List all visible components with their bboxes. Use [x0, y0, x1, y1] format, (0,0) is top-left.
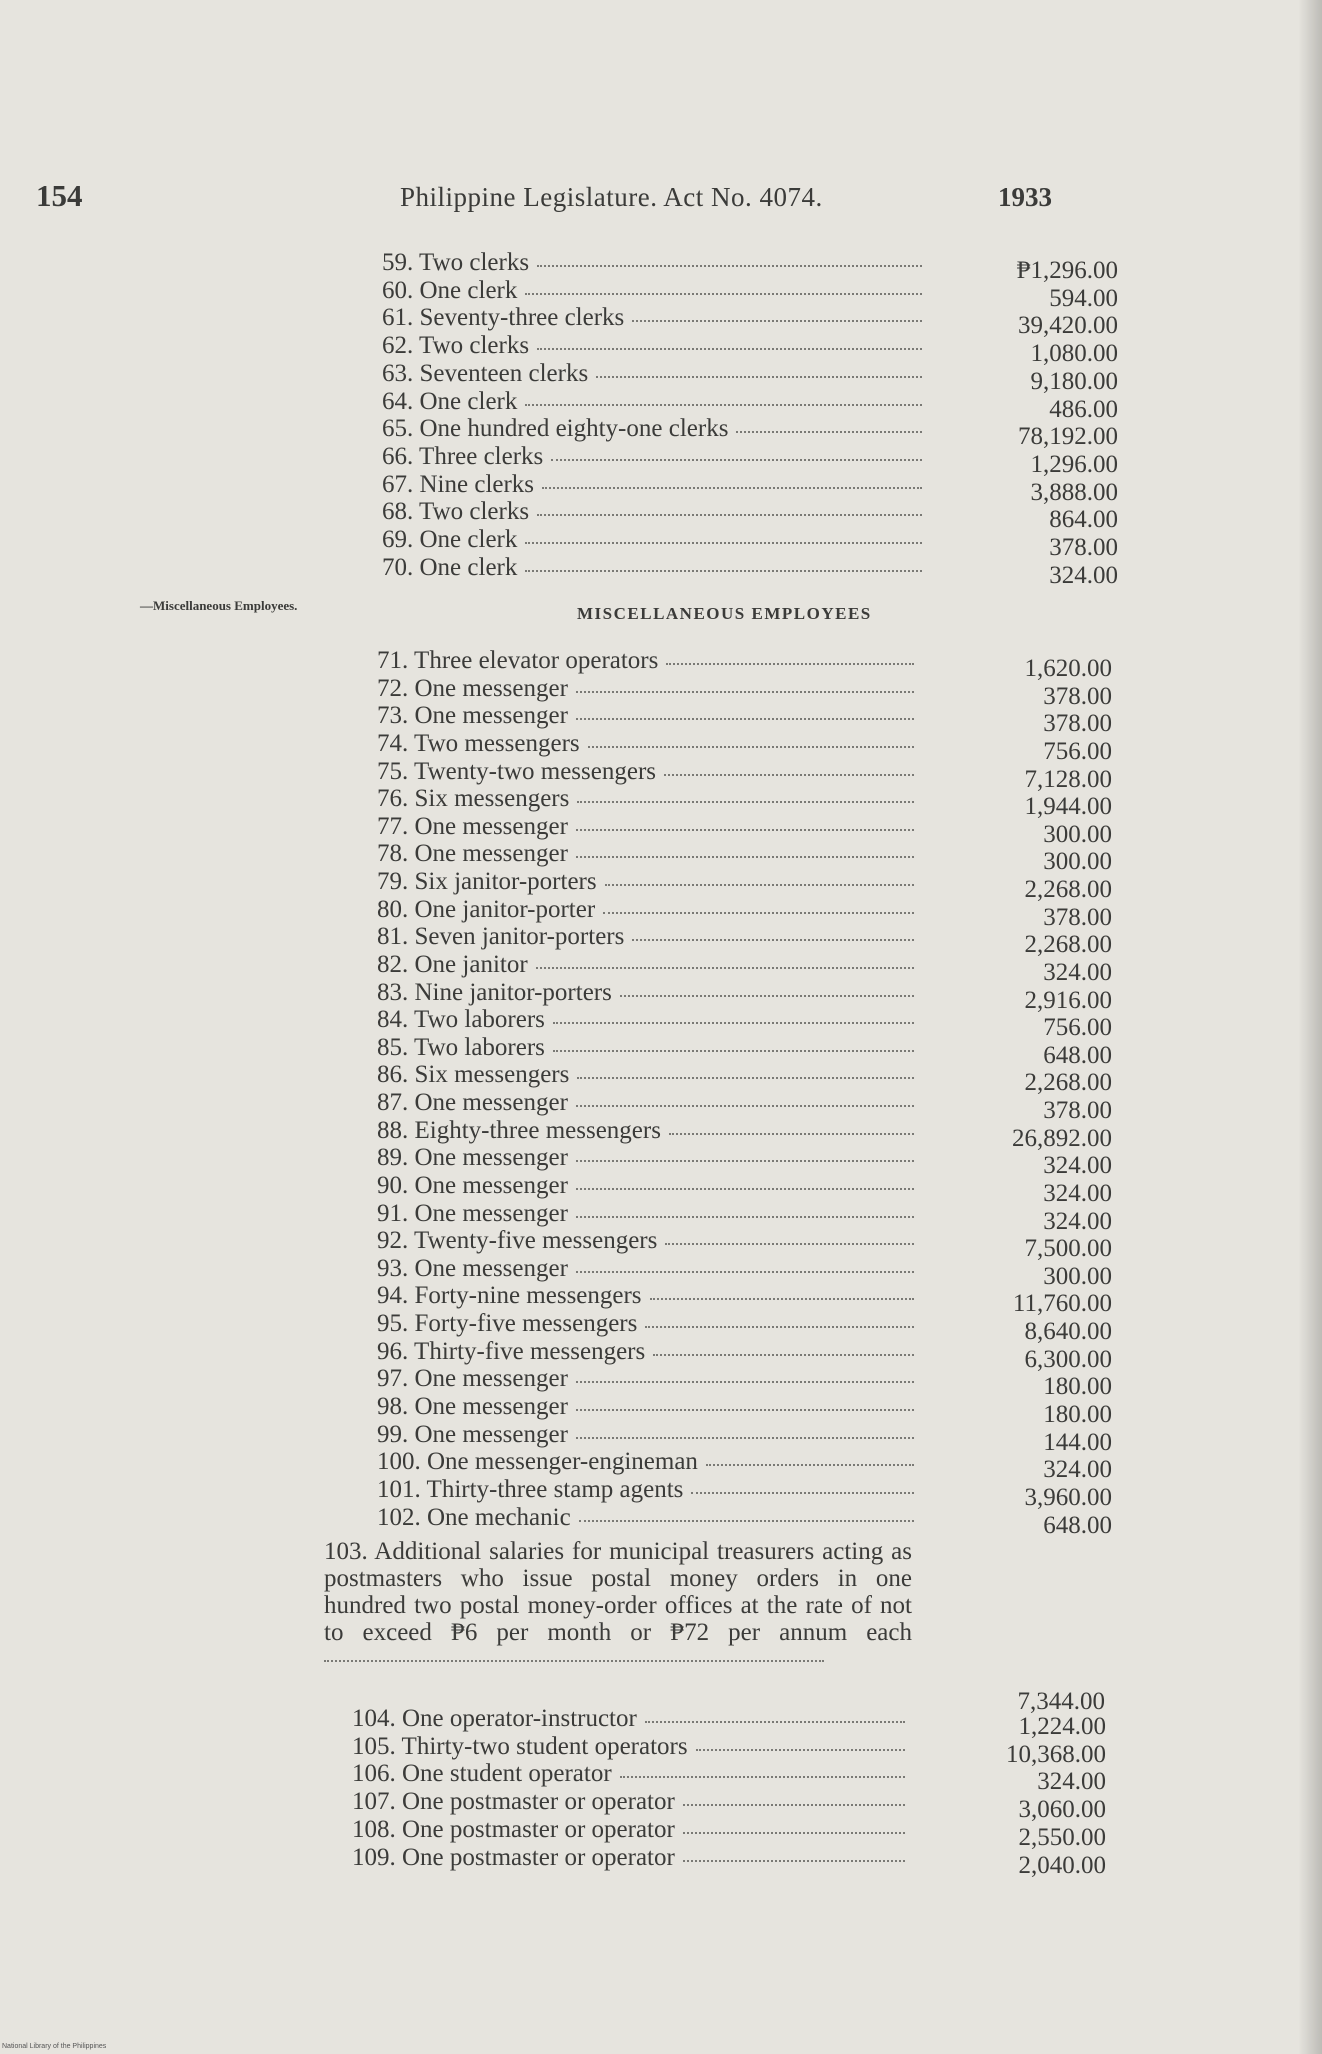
- item-amount: 9,180.00: [1030, 367, 1118, 395]
- item-amount: ₱1,296.00: [1016, 257, 1118, 284]
- leader-dots: [577, 801, 914, 803]
- leader-dots: [653, 1354, 914, 1356]
- item-amount: 10,368.00: [1006, 1740, 1106, 1768]
- list-item: [377, 1088, 914, 1118]
- item-label: 77. One messenger: [377, 812, 568, 840]
- list-item: [382, 359, 922, 389]
- list-item: [377, 922, 914, 952]
- item-label: 85. Two laborers: [377, 1033, 545, 1061]
- item-amount: 648.00: [1043, 1041, 1112, 1069]
- item-label: 69. One clerk: [382, 526, 518, 553]
- leader-dots: [669, 1133, 914, 1135]
- item-amount: 2,268.00: [1024, 1069, 1112, 1097]
- item-amount: 378.00: [1043, 710, 1112, 738]
- item-label: 80. One janitor-porter: [377, 895, 596, 923]
- item-label: 94. Forty-nine messengers: [377, 1282, 642, 1310]
- leader-dots: [542, 487, 922, 489]
- list-item: [352, 1704, 905, 1734]
- item-label: 97. One messenger: [377, 1365, 568, 1393]
- list-item: [377, 757, 914, 787]
- list-item: [377, 1364, 914, 1394]
- item-label: 65. One hundred eighty-one clerks: [382, 415, 729, 443]
- margin-note: —Miscellaneous Employees.: [140, 598, 298, 613]
- leader-dots: [525, 570, 922, 572]
- list-item: [377, 978, 914, 1008]
- leader-dots: [664, 774, 914, 776]
- item-label: 81. Seven janitor-porters: [377, 923, 625, 951]
- item-label: 63. Seventeen clerks: [382, 359, 589, 387]
- item-amount: 378.00: [1049, 534, 1118, 561]
- list-item: [377, 950, 914, 980]
- item-amount: 2,268.00: [1024, 931, 1112, 959]
- leader-dots: [576, 718, 914, 720]
- item-amount: 39,420.00: [1018, 312, 1118, 340]
- item-label: 76. Six messengers: [377, 785, 570, 813]
- item-label: 64. One clerk: [382, 387, 518, 415]
- list-item: [377, 1171, 914, 1201]
- leader-dots: [576, 1381, 914, 1383]
- list-item: [382, 470, 922, 500]
- item-label: 67. Nine clerks: [382, 470, 535, 498]
- list-item: [377, 1309, 914, 1339]
- item-amount: 2,040.00: [1018, 1851, 1106, 1879]
- list-item: [352, 1759, 905, 1789]
- item-label: 93. One messenger: [377, 1254, 568, 1282]
- list-item: [377, 1420, 914, 1450]
- item-label: 86. Six messengers: [377, 1061, 570, 1089]
- list-item: [377, 1005, 914, 1035]
- list-item: [382, 553, 922, 583]
- item-label: 78. One messenger: [377, 840, 568, 868]
- item-amount: 864.00: [1049, 506, 1118, 534]
- list-item: [352, 1732, 905, 1762]
- item-amount: 300.00: [1043, 820, 1112, 848]
- entry-103-amount: 7,344.00: [1017, 1688, 1105, 1715]
- list-item: [382, 525, 922, 555]
- list-item: [352, 1815, 905, 1845]
- item-label: 84. Two laborers: [377, 1006, 545, 1034]
- list-item: [377, 1116, 914, 1146]
- leader-dots: [537, 348, 922, 350]
- leader-dots: [620, 1776, 905, 1778]
- leader-dots: [525, 404, 922, 406]
- item-amount: 3,960.00: [1024, 1483, 1112, 1511]
- item-amount: 78,192.00: [1018, 423, 1118, 451]
- item-amount: 324.00: [1049, 561, 1118, 589]
- leader-dots: [691, 1492, 914, 1494]
- item-label: 90. One messenger: [377, 1171, 568, 1199]
- list-item: [377, 1060, 914, 1090]
- list-item: [352, 1843, 905, 1873]
- leader-dots: [645, 1326, 914, 1328]
- item-label: 61. Seventy-three clerks: [382, 304, 625, 332]
- leader-dots: [665, 1243, 914, 1245]
- item-label: 66. Three clerks: [382, 442, 544, 470]
- list-item: [377, 1503, 914, 1533]
- item-amount: 648.00: [1043, 1511, 1112, 1539]
- list-item: [377, 729, 914, 759]
- item-label: 106. One student operator: [352, 1760, 612, 1788]
- page-number: 154: [36, 178, 83, 213]
- item-amount: 324.00: [1043, 1179, 1112, 1207]
- list-item: [382, 387, 922, 417]
- leader-dots: [696, 1749, 905, 1751]
- item-label: 89. One messenger: [377, 1144, 568, 1172]
- item-amount: 378.00: [1043, 903, 1112, 931]
- item-amount: 144.00: [1043, 1428, 1112, 1456]
- item-amount: 6,300.00: [1024, 1345, 1112, 1373]
- list-item: [377, 1199, 914, 1229]
- leader-dots: [525, 542, 922, 544]
- item-amount: 180.00: [1043, 1401, 1112, 1428]
- running-title: Philippine Legislature. Act No. 4074.: [400, 182, 823, 212]
- item-amount: 2,550.00: [1018, 1823, 1106, 1851]
- item-label: 72. One messenger: [377, 674, 568, 702]
- leader-dots: [576, 1188, 914, 1190]
- leader-dots: [588, 746, 914, 748]
- leader-dots: [553, 1050, 914, 1052]
- list-item: [382, 414, 922, 444]
- leader-dots: [537, 514, 922, 516]
- item-label: 74. Two messengers: [377, 729, 580, 757]
- list-item: [377, 701, 914, 731]
- item-label: 62. Two clerks: [382, 332, 530, 360]
- item-amount: 3,888.00: [1030, 478, 1118, 506]
- leader-dots: [683, 1804, 905, 1806]
- list-item: [382, 497, 922, 527]
- item-label: 79. Six janitor-porters: [377, 868, 597, 896]
- item-label: 88. Eighty-three messengers: [377, 1116, 661, 1144]
- leader-dots: [576, 1105, 914, 1107]
- leader-dots: [605, 884, 914, 886]
- item-label: 102. One mechanic: [377, 1503, 571, 1531]
- item-label: 91. One messenger: [377, 1199, 568, 1227]
- leader-dots: [645, 1721, 905, 1723]
- item-amount: 1,944.00: [1024, 793, 1112, 821]
- list-item: [377, 812, 914, 842]
- item-amount: 300.00: [1043, 1262, 1112, 1290]
- item-amount: 1,224.00: [1018, 1713, 1106, 1740]
- item-label: 99. One messenger: [377, 1420, 568, 1448]
- item-label: 100. One messenger-engineman: [377, 1448, 698, 1476]
- list-item: [382, 303, 922, 333]
- item-amount: 2,268.00: [1024, 876, 1112, 904]
- item-amount: 2,916.00: [1024, 986, 1112, 1014]
- list-item: [382, 331, 922, 361]
- list-item: [377, 1475, 914, 1505]
- item-label: 96. Thirty-five messengers: [377, 1337, 646, 1365]
- item-amount: 756.00: [1043, 737, 1112, 765]
- list-item: [352, 1787, 905, 1817]
- item-label: 59. Two clerks: [382, 249, 530, 276]
- leader-dots: [603, 912, 914, 914]
- leader-dots: [683, 1860, 905, 1862]
- list-item: [382, 442, 922, 472]
- list-item: [377, 1337, 914, 1367]
- item-amount: 594.00: [1049, 284, 1118, 312]
- running-year: 1933: [998, 182, 1052, 212]
- item-label: 105. Thirty-two student operators: [352, 1732, 688, 1760]
- item-amount: 1,296.00: [1030, 450, 1118, 478]
- leader-dots: [706, 1464, 914, 1466]
- leader-dots: [525, 293, 922, 295]
- leader-dots: [577, 1077, 914, 1079]
- list-item: [377, 1447, 914, 1477]
- leader-dots: [537, 265, 922, 267]
- list-item: [377, 784, 914, 814]
- item-amount: 7,500.00: [1024, 1235, 1112, 1263]
- item-label: 68. Two clerks: [382, 498, 530, 526]
- entry-103-text: 103. Additional salaries for municipal treasurers acting as postmasters who issue postal money orders in one hundred two postal money-order offices at the rate of not to exceed ₱6 per month or ₱72 per annum each: [324, 1538, 912, 1646]
- item-amount: 1,620.00: [1024, 655, 1112, 682]
- list-item: [377, 1392, 914, 1422]
- leader-dots: [650, 1298, 914, 1300]
- leader-dots: [576, 1160, 914, 1162]
- list-item: [377, 674, 914, 704]
- item-amount: 378.00: [1043, 682, 1112, 710]
- item-label: 107. One postmaster or operator: [352, 1788, 675, 1816]
- leader-dots: [576, 1216, 914, 1218]
- footer-credit: National Library of the Philippines: [2, 2043, 107, 2050]
- item-label: 60. One clerk: [382, 276, 518, 304]
- leader-dots: [596, 376, 922, 378]
- list-item: [377, 1226, 914, 1256]
- item-amount: 324.00: [1043, 1152, 1112, 1180]
- item-amount: 324.00: [1043, 1207, 1112, 1235]
- item-label: 109. One postmaster or operator: [352, 1843, 675, 1871]
- leader-dots: [632, 320, 922, 322]
- leader-dots: [632, 939, 914, 941]
- leader-dots: [576, 1271, 914, 1273]
- section-heading: MISCELLANEOUS EMPLOYEES: [577, 604, 872, 623]
- item-label: 87. One messenger: [377, 1089, 568, 1117]
- item-amount: 11,760.00: [1012, 1290, 1112, 1318]
- item-amount: 378.00: [1043, 1097, 1112, 1125]
- list-item: [377, 1143, 914, 1173]
- item-amount: 3,060.00: [1018, 1796, 1106, 1824]
- list-item: [377, 1033, 914, 1063]
- leader-dots: [553, 1022, 914, 1024]
- leader-dots: [576, 856, 914, 858]
- leader-dots: [666, 663, 914, 665]
- item-label: 108. One postmaster or operator: [352, 1815, 675, 1843]
- item-label: 71. Three elevator operators: [377, 647, 659, 674]
- item-label: 75. Twenty-two messengers: [377, 757, 656, 785]
- item-amount: 1,080.00: [1030, 340, 1118, 368]
- leader-dots: [620, 995, 914, 997]
- item-label: 70. One clerk: [382, 553, 518, 581]
- leader-dots: [551, 459, 922, 461]
- leader-dots: [576, 1409, 914, 1411]
- list-item: [377, 1281, 914, 1311]
- leader-dots: [576, 1437, 914, 1439]
- item-label: 95. Forty-five messengers: [377, 1310, 638, 1338]
- item-label: 73. One messenger: [377, 702, 568, 730]
- item-label: 92. Twenty-five messengers: [377, 1227, 658, 1255]
- list-item: [382, 276, 922, 306]
- item-label: 101. Thirty-three stamp agents: [377, 1475, 684, 1503]
- leader-dots: [736, 431, 922, 433]
- item-amount: 180.00: [1043, 1373, 1112, 1401]
- item-label: 98. One messenger: [377, 1393, 568, 1420]
- item-amount: 300.00: [1043, 848, 1112, 876]
- leader-dots: [536, 967, 914, 969]
- item-amount: 7,128.00: [1024, 765, 1112, 793]
- item-amount: 324.00: [1043, 958, 1112, 986]
- leader-dots: [579, 1520, 914, 1522]
- leader-dots: [683, 1832, 905, 1834]
- item-amount: 8,640.00: [1024, 1318, 1112, 1346]
- item-amount: 756.00: [1043, 1014, 1112, 1042]
- leader-dots: [576, 691, 914, 693]
- item-label: 83. Nine janitor-porters: [377, 978, 612, 1006]
- list-item: [377, 1254, 914, 1284]
- leader-dots: [576, 829, 914, 831]
- item-label: 104. One operator-instructor: [352, 1705, 637, 1732]
- item-amount: 486.00: [1049, 395, 1118, 423]
- list-item: [377, 646, 914, 676]
- item-amount: 26,892.00: [1012, 1124, 1112, 1152]
- list-item: [377, 867, 914, 897]
- list-item: [377, 895, 914, 925]
- list-item: [377, 839, 914, 869]
- item-label: 82. One janitor: [377, 950, 528, 978]
- item-amount: 324.00: [1043, 1456, 1112, 1484]
- list-item: [382, 248, 922, 278]
- item-amount: 324.00: [1037, 1768, 1106, 1796]
